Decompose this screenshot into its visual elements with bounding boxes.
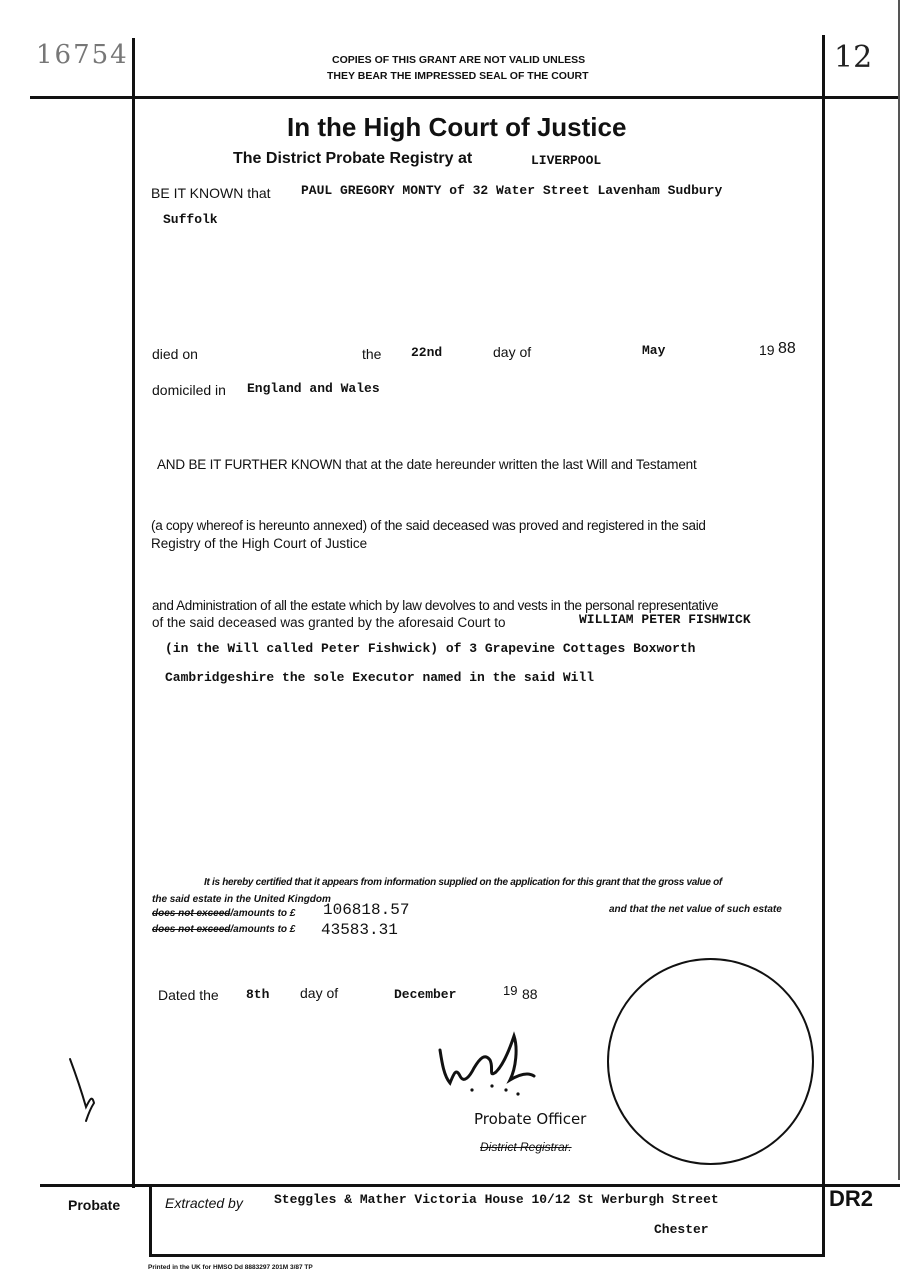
footer-rule	[40, 1184, 900, 1187]
struck-phrase: does not exceed	[152, 908, 231, 919]
deceased-name-address-line2: Suffolk	[163, 212, 218, 227]
domicile-value: England and Wales	[247, 381, 380, 396]
dated-label: Dated the	[158, 987, 219, 1003]
net-value: 43583.31	[321, 921, 398, 939]
died-on-label: died on	[152, 346, 198, 362]
net-value-label: and that the net value of such estate	[609, 904, 782, 915]
dated-year-suffix: 88	[522, 986, 538, 1002]
extracted-by-line2: Chester	[654, 1222, 709, 1237]
grantee-name: WILLIAM PETER FISHWICK	[579, 612, 751, 627]
registry-label: The District Probate Registry at	[233, 150, 473, 167]
day-of-label: day of	[493, 344, 532, 360]
gross-value: 106818.57	[323, 901, 410, 919]
dated-year-prefix: 19	[503, 983, 518, 998]
dated-day: 8th	[246, 987, 270, 1002]
net-value-row	[152, 924, 295, 935]
court-seal-circle	[607, 958, 814, 1165]
known-label: BE IT KNOWN that	[151, 185, 271, 201]
the-label: the	[362, 346, 382, 362]
amounts-to-label-net: /amounts to £	[230, 924, 296, 935]
further-known-text: AND BE IT FURTHER KNOWN that at the date hereunder written the last Will and Testament	[157, 457, 697, 472]
extracted-by-line1: Steggles & Mather Victoria House 10/12 St Werburgh Street	[274, 1192, 719, 1207]
death-month: May	[642, 343, 666, 358]
registry-value: LIVERPOOL	[531, 153, 602, 168]
dated-month: December	[394, 987, 457, 1002]
deceased-name-address-line1: PAUL GREGORY MONTY of 32 Water Street Lavenham Sudbury	[301, 183, 723, 198]
top-right-number: 12	[834, 40, 873, 75]
frame-left-bottom	[149, 1186, 152, 1256]
death-year-suffix: 88	[778, 340, 796, 357]
amounts-to-label: /amounts to £	[230, 908, 296, 919]
dated-day-of-label: day of	[300, 985, 339, 1001]
margin-tick-mark	[62, 1055, 102, 1125]
validity-notice-line1: COPIES OF THIS GRANT ARE NOT VALID UNLESS	[332, 54, 586, 66]
death-year-prefix: 19	[759, 342, 775, 358]
probate-label: Probate	[68, 1197, 121, 1213]
header-rule	[30, 96, 898, 99]
right-edge-line	[898, 0, 900, 1180]
administration-line1: and Administration of all the estate which by law devolves to and vests in the personal representative	[152, 598, 719, 613]
page-title: In the High Court of Justice	[287, 112, 627, 142]
frame-left-top	[132, 38, 135, 1188]
administration-line2: of the said deceased was granted by the aforesaid Court to	[152, 615, 506, 630]
grantee-line2: (in the Will called Peter Fishwick) of 3 Grapevine Cottages Boxworth	[165, 641, 696, 656]
printer-note: Printed in the UK for HMSO Dd 8883297 201M 3/87 TP	[148, 1264, 313, 1271]
death-day: 22nd	[411, 345, 443, 360]
bottom-rule	[149, 1254, 825, 1257]
copy-annexed-line1: (a copy whereof is hereunto annexed) of the said deceased was proved and registered in the said	[151, 518, 706, 533]
domiciled-label: domiciled in	[152, 382, 226, 398]
certify-line1: It is hereby certified that it appears from information supplied on the application for this grant that the gross value of	[204, 877, 722, 888]
certify-line2: the said estate in the United Kingdom	[152, 894, 331, 905]
top-left-number: 16754	[36, 40, 129, 70]
validity-notice-line2: THEY BEAR THE IMPRESSED SEAL OF THE COURT	[327, 70, 589, 82]
signature-image	[430, 1028, 550, 1098]
extracted-by-label: Extracted by	[165, 1195, 243, 1211]
probate-officer-title: Probate Officer	[474, 1110, 587, 1128]
grantee-line3: Cambridgeshire the sole Executor named in the said Will	[165, 670, 595, 685]
frame-right	[822, 35, 825, 1257]
gross-value-row	[152, 908, 295, 919]
district-registrar-struck: District Registrar.	[480, 1140, 572, 1154]
struck-phrase-net: does not exceed	[152, 924, 231, 935]
form-code: DR2	[829, 1186, 874, 1211]
copy-annexed-line2: Registry of the High Court of Justice	[151, 536, 368, 551]
